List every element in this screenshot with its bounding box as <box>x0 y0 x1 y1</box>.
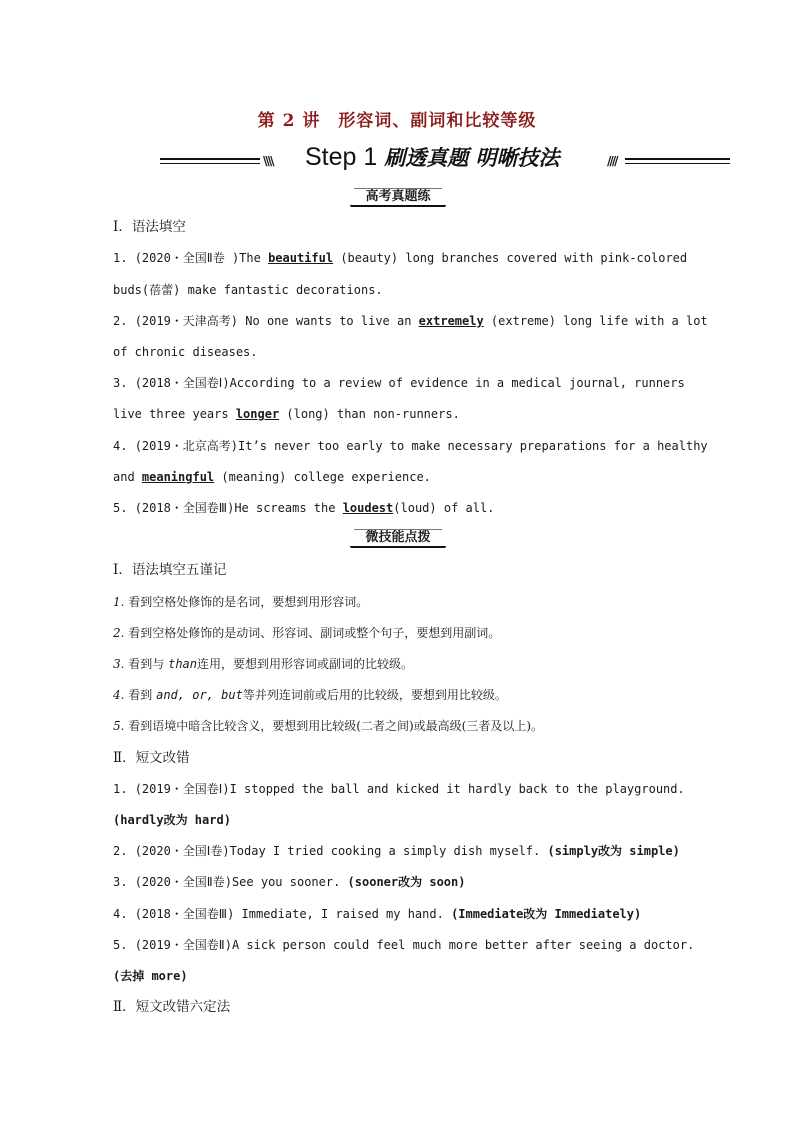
correction-fix: (去掉 more) <box>113 969 188 983</box>
part4-heading: Ⅱ．短文改错六定法 <box>113 999 231 1015</box>
list-item-cont: live three years longer (long) than non-runners. <box>113 407 460 421</box>
list-item: 5. (2018・全国卷Ⅲ)He screams the loudest(loud) of all. <box>113 501 495 515</box>
list-item-cont: and meaningful (meaning) college experience. <box>113 470 431 484</box>
list-item: 3. (2018・全国卷Ⅰ)According to a review of evidence in a medical journal, runners <box>113 376 685 390</box>
correction-item: 2. (2020・全国Ⅰ卷)Today I tried cooking a simply dish myself. (simply改为 simple) <box>113 844 680 858</box>
part1-heading: Ⅰ．语法填空 <box>113 219 186 235</box>
step-banner <box>160 142 730 178</box>
correction-fix: (hardly改为 hard) <box>113 813 231 827</box>
correction-item: 1. (2019・全国卷Ⅰ)I stopped the ball and kicked it hardly back to the playground. <box>113 782 685 796</box>
banner-rule-right <box>625 158 730 165</box>
step-title-text: 刷透真题 明晰技法 <box>384 145 560 170</box>
part2-heading: Ⅰ．语法填空五谨记 <box>113 562 227 578</box>
list-item: 4. (2019・北京高考)It’s never too early to make necessary preparations for a healthy <box>113 439 708 453</box>
chapter-title: 第 2 讲 形容词、副词和比较等级 <box>257 111 537 131</box>
correction-item: 4. (2018・全国卷Ⅲ) Immediate, I raised my hand. (Immediate改为 Immediately) <box>113 907 642 921</box>
correction-item: 3. (2020・全国Ⅱ卷)See you sooner. (sooner改为 soon) <box>113 875 466 889</box>
tip-item: 1. 看到空格处修饰的是名词，要想到用形容词。 <box>113 595 369 609</box>
list-item-cont: buds(蓓蕾) make fantastic decorations. <box>113 283 383 297</box>
tip-item: 5. 看到语境中暗含比较含义，要想到用比较级(二者之间)或最高级(三者及以上)。 <box>113 719 544 733</box>
banner-hatch-left: \\\\ <box>263 154 273 168</box>
tab-gaokao: 高考真题练 <box>350 187 446 207</box>
tip-item: 2. 看到空格处修饰的是动词、形容词、副词或整个句子，要想到用副词。 <box>113 626 501 640</box>
banner-hatch-right: //// <box>607 154 617 168</box>
tip-item: 4. 看到 and, or, but等并列连词前或后用的比较级，要想到用比较级。 <box>113 688 507 702</box>
list-item: 2. (2019・天津高考) No one wants to live an extremely (extreme) long life with a lot <box>113 314 708 328</box>
banner-rule-left <box>160 158 260 165</box>
tab-skills: 微技能点拨 <box>350 528 446 548</box>
part3-heading: Ⅱ．短文改错 <box>113 750 190 766</box>
list-item-cont: of chronic diseases. <box>113 345 258 359</box>
list-item: 1. (2020・全国Ⅱ卷 )The beautiful (beauty) long branches covered with pink-colored <box>113 251 688 265</box>
step-title <box>305 142 560 172</box>
correction-item: 5. (2019・全国卷Ⅱ)A sick person could feel much more better after seeing a doctor. <box>113 938 695 952</box>
tip-item: 3. 看到与 than连用，要想到用形容词或副词的比较级。 <box>113 657 414 671</box>
step-prefix: Step 1 <box>305 143 378 171</box>
